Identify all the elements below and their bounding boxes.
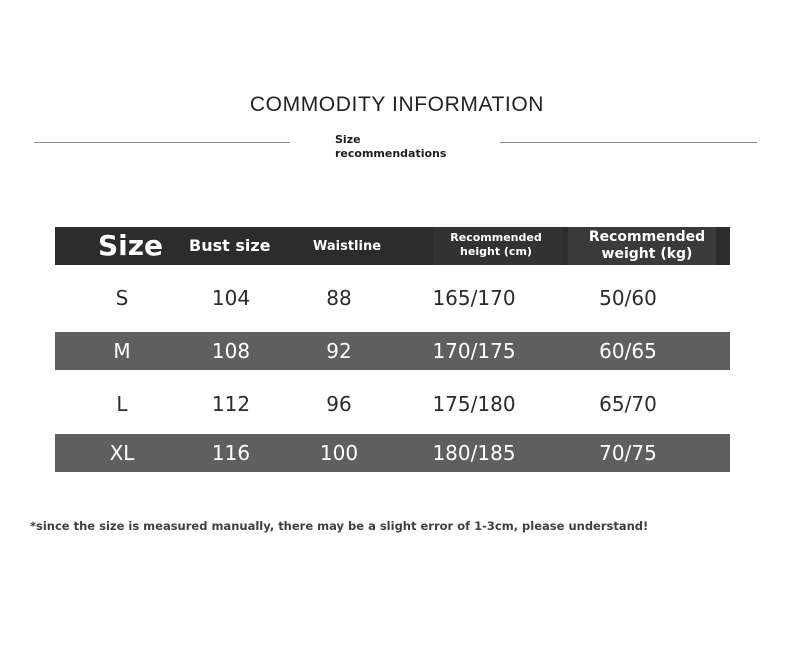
cell-waist: 96 xyxy=(326,392,352,416)
header-bust-size: Bust size xyxy=(189,236,271,255)
cell-height: 180/185 xyxy=(432,441,516,465)
header-waistline: Waistline xyxy=(313,239,382,254)
header-size: Size xyxy=(98,229,164,262)
cell-bust: 104 xyxy=(211,286,251,310)
table-row-m xyxy=(55,332,730,370)
cell-weight: 50/60 xyxy=(599,286,657,310)
cell-height: 170/175 xyxy=(432,339,516,363)
subtitle xyxy=(335,133,446,161)
page-title: COMMODITY INFORMATION xyxy=(249,93,545,116)
right-divider xyxy=(500,142,757,143)
measurement-note: *since the size is measured manually, there may be a slight error of 1-3cm, please understand! xyxy=(30,519,649,533)
cell-weight: 60/65 xyxy=(599,339,657,363)
cell-waist: 88 xyxy=(326,286,352,310)
cell-bust: 108 xyxy=(211,339,251,363)
cell-weight: 65/70 xyxy=(599,392,657,416)
table-row-l xyxy=(55,385,730,423)
cell-size: L xyxy=(116,392,128,416)
cell-size: S xyxy=(115,286,129,310)
subtitle-line-1: Size xyxy=(335,133,361,146)
cell-height: 165/170 xyxy=(432,286,516,310)
table-row-s xyxy=(55,279,730,317)
cell-size: XL xyxy=(109,441,135,465)
header-recommended-height: Recommended height (cm) xyxy=(450,231,542,258)
cell-bust: 116 xyxy=(211,441,251,465)
subtitle-line-2: recommendations xyxy=(335,147,447,160)
cell-waist: 92 xyxy=(326,339,352,363)
cell-waist: 100 xyxy=(319,441,359,465)
cell-height: 175/180 xyxy=(432,392,516,416)
cell-size: M xyxy=(113,339,131,363)
header-recommended-weight: Recommended weight (kg) xyxy=(588,229,706,262)
cell-bust: 112 xyxy=(211,392,251,416)
cell-weight: 70/75 xyxy=(599,441,657,465)
table-row-xl xyxy=(55,434,730,472)
left-divider xyxy=(34,142,290,143)
